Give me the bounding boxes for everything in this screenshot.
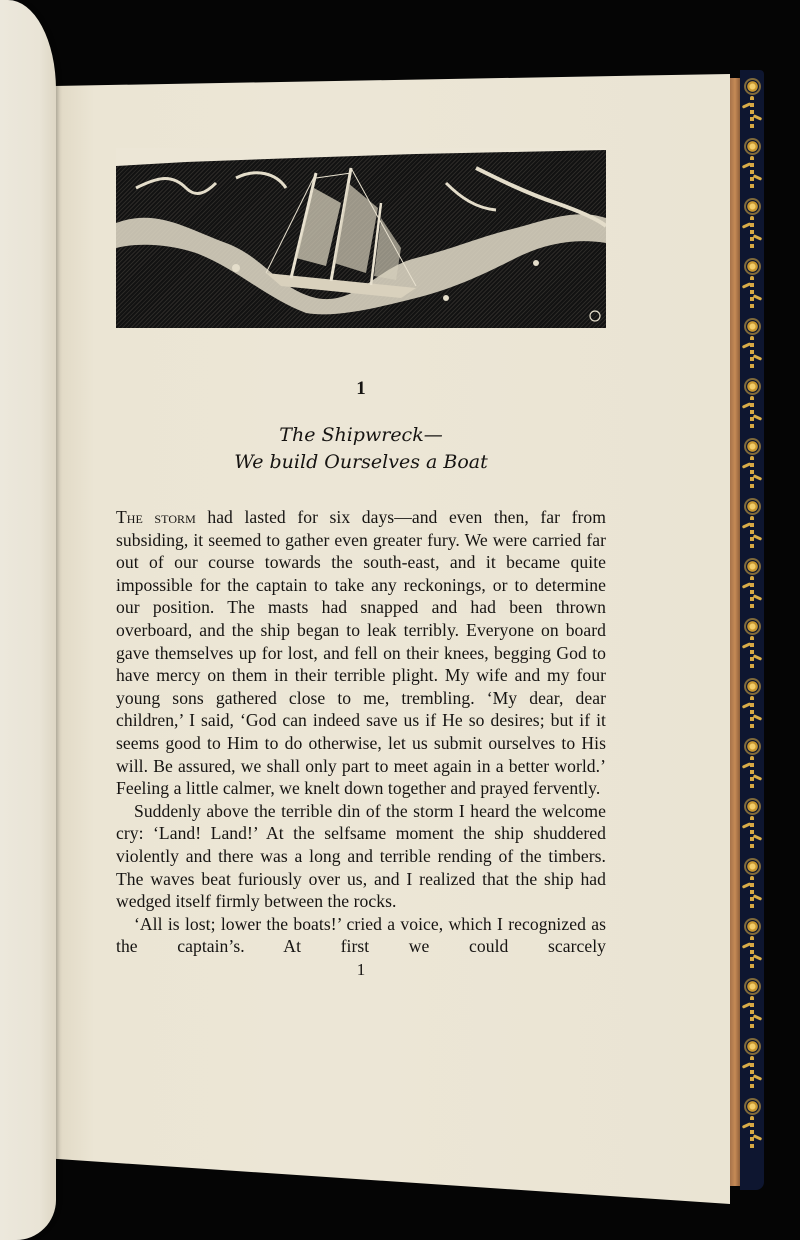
ship-in-storm-icon (116, 148, 606, 328)
shipwreck-illustration (116, 148, 606, 328)
floral-ornament-icon (740, 1096, 764, 1152)
chapter-number: 1 (356, 378, 366, 399)
page-content (116, 148, 606, 980)
page-block-edge (730, 78, 740, 1186)
paragraph-2: Suddenly above the terrible din of the storm I heard the welcome cry: ‘Land! Land!’ At the selfsame moment the ship shuddered violently and there was a long and terrible rending of the timbers. The waves beat furiously over us, and I realized that the ship had wedged itself firmly between the rocks. (116, 800, 606, 912)
floral-ornament-icon (740, 616, 764, 672)
floral-ornament-icon (740, 916, 764, 972)
book-spine-gilt-border (740, 70, 764, 1190)
paragraph-text: had lasted for six days—and even then, far from subsiding, it seemed to gather even greater fury. We were carried far out of our course towards the south-east, and it became quite impossible for the captain to take any reckonings, or to determine our position. The masts had snapped and had been thrown overboard, and the ship began to leak terribly. Everyone on board gave themselves up for lost, and fell on their knees, begging God to have mercy on them in their terrible plight. My wife and my four young sons gathered close to me, trembling. ‘My dear, dear children,’ I said, ‘God can indeed save us if He so desires; but if it seems good to Him to do otherwise, let us submit ourselves to His will. Be assured, we shall only part to meet again in a better world.’ Feeling a little calmer, we knelt down together and prayed fervently. (116, 507, 606, 799)
paragraph-1 (116, 506, 606, 800)
floral-ornament-icon (740, 556, 764, 612)
chapter-title-line-1: The Shipwreck— (279, 424, 443, 446)
floral-ornament-icon (740, 856, 764, 912)
paragraph-3: ‘All is lost; lower the boats!’ cried a voice, which I recognized as the captain’s. At first we could scarcely (116, 913, 606, 957)
floral-ornament-icon (740, 436, 764, 492)
floral-ornament-icon (740, 496, 764, 552)
floral-ornament-icon (740, 736, 764, 792)
floral-ornament-icon (740, 76, 764, 132)
body-text (116, 506, 606, 958)
floral-ornament-icon (740, 136, 764, 192)
floral-ornament-icon (740, 676, 764, 732)
floral-ornament-icon (740, 1036, 764, 1092)
floral-ornament-icon (740, 256, 764, 312)
chapter-title (116, 422, 606, 476)
floral-ornament-icon (740, 316, 764, 372)
floral-ornament-icon (740, 376, 764, 432)
floral-ornament-icon (740, 796, 764, 852)
page-number: 1 (356, 959, 366, 979)
paragraph-lead-small-caps: The storm (116, 507, 196, 527)
chapter-title-line-2: We build Ourselves a Boat (234, 451, 488, 473)
floral-ornament-icon (740, 976, 764, 1032)
floral-ornament-icon (740, 196, 764, 252)
left-facing-page (0, 0, 56, 1240)
